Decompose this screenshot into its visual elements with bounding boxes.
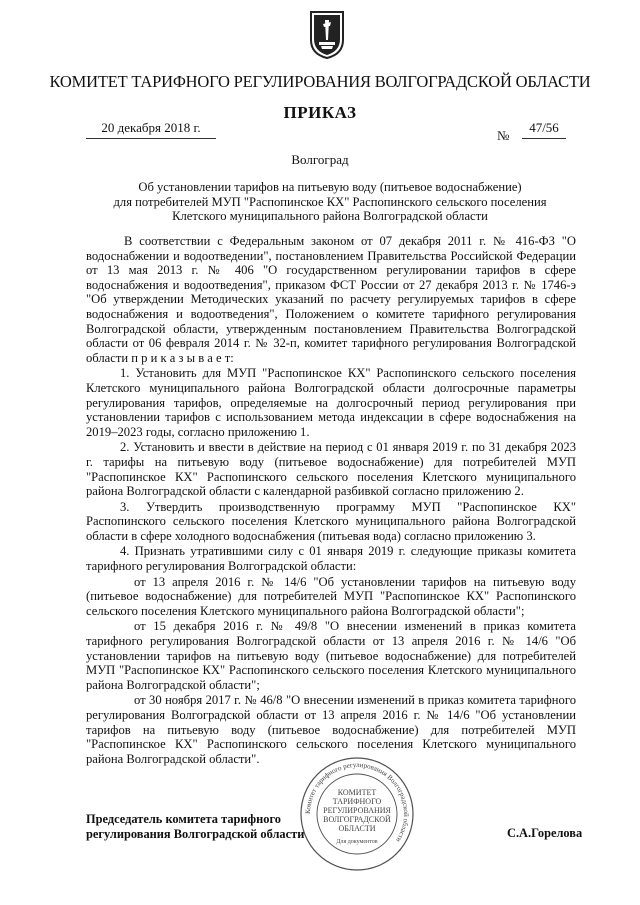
signatory-title — [86, 812, 304, 841]
stamp-line: ОБЛАСТИ — [338, 824, 376, 833]
subject-line: для потребителей МУП "Распопинское КХ" Распопинского сельского поселения — [113, 194, 547, 209]
stamp-line: Для документов — [336, 839, 378, 845]
order-body — [86, 234, 576, 767]
subject-line: Клетского муниципального района Волгоградской области — [172, 209, 488, 223]
signatory-title-line: регулирования Волгоградской области — [86, 826, 305, 841]
order-item-4: 4. Признать утратившими силу с 01 января 2019 г. следующие приказы комитета тарифного регулирования Волгоградской области: — [86, 544, 576, 574]
committee-name: КОМИТЕТ ТАРИФНОГО РЕГУЛИРОВАНИЯ ВОЛГОГРАДСКОЙ ОБЛАСТИ — [49, 72, 591, 91]
order-item-1: 1. Установить для МУП "Распопинское КХ" Распопинского сельского поселения Клетского муниципального района Волгоградской области долгосрочные параметры регулирования тарифов, определяемые на долгосрочный период регулирования при установлении тарифов с использованием метода индексации в сфере водоснабжения на 2019–2023 годы, согласно приложению 1. — [86, 366, 576, 439]
document-type-title: ПРИКАЗ — [283, 103, 357, 122]
signatory-title-line: Председатель комитета тарифного — [86, 812, 281, 826]
volgograd-coat-of-arms-icon — [308, 10, 346, 60]
preamble-paragraph: В соответствии с Федеральным законом от 07 декабря 2011 г. № 416-ФЗ "О водоснабжении и водоотведении", постановлением Правительства Российской Федерации от 13 мая 2013 г. № 406 "О государственном регулировании тарифов в сфере водоснабжения и водоотведения", приказом ФСТ России от 27 декабря 2013 г. № 1746-э "Об утверждении Методических указаний по расчету регулируемых тарифов в сфере водоснабжения и водоотведения", Положением о комитете тарифного регулирования Волгоградской области, утвержденным постановлением Правительства Волгоградской области от 06 февраля 2014 г. № 32-п, комитет тарифного регулирования Волгоградской области п р и к а з ы в а е т: — [86, 234, 576, 365]
subject-line: Об установлении тарифов на питьевую воду (питьевое водоснабжение) — [138, 180, 522, 194]
order-date: 20 декабря 2018 г. — [86, 120, 216, 139]
city: Волгоград — [291, 152, 349, 167]
repealed-order-3: от 30 ноября 2017 г. № 46/8 "О внесении изменений в приказ комитета тарифного регулирования Волгоградской области от 13 апреля 2016 г. № 14/6 "Об установлении тарифов на питьевую воду (питьевое водоснабжение) для потребителей МУП "Распопинское КХ" Распопинского сельского поселения Клетского муниципального района Волгоградской области". — [86, 693, 576, 766]
repealed-order-1: от 13 апреля 2016 г. № 14/6 "Об установлении тарифов на питьевую воду (питьевое водоснабжение) для потребителей МУП "Распопинское КХ" Распопинского сельского поселения Клетского муниципального района Волгоградской области"; — [86, 574, 576, 618]
order-item-3: 3. Утвердить производственную программу МУП "Распопинское КХ" Распопинского сельского поселения Клетского муниципального района Волгоградской области в сфере холодного водоснабжения (питьевая вода) согласно приложению 3. — [86, 499, 576, 543]
order-item-2: 2. Установить и ввести в действие на период с 01 января 2019 г. по 31 декабря 2023 г. тарифы на питьевую воду (питьевое водоснабжение) для потребителей МУП "Распопинское КХ" Распопинского сельского поселения Клетского муниципального района Волгоградской области с календарной разбивкой согласно приложению 2. — [86, 440, 576, 499]
signatory-name: С.А.Горелова — [507, 826, 583, 840]
official-stamp-icon — [298, 755, 416, 873]
stamp-line: ТАРИФНОГО — [332, 797, 382, 806]
order-number-label: № — [497, 128, 510, 143]
stamp-ring-text: Комитет тарифного регулирования Волгоградской области — [303, 760, 411, 844]
stamp-line: КОМИТЕТ — [337, 788, 377, 797]
order-subject — [80, 180, 580, 224]
stamp-line: ВОЛГОГРАДСКОЙ — [323, 815, 391, 824]
order-number: 47/56 — [522, 120, 566, 139]
repealed-order-2: от 15 декабря 2016 г. № 49/8 "О внесении изменений в приказ комитета тарифного регулирования Волгоградской области от 13 апреля 2016 г. № 14/6 "Об установлении тарифов на питьевую воду (питьевое водоснабжение) для потребителей МУП "Распопинское КХ" Распопинского сельского поселения Клетского муниципального района Волгоградской области"; — [86, 619, 576, 692]
stamp-line: РЕГУЛИРОВАНИЯ — [323, 806, 391, 815]
